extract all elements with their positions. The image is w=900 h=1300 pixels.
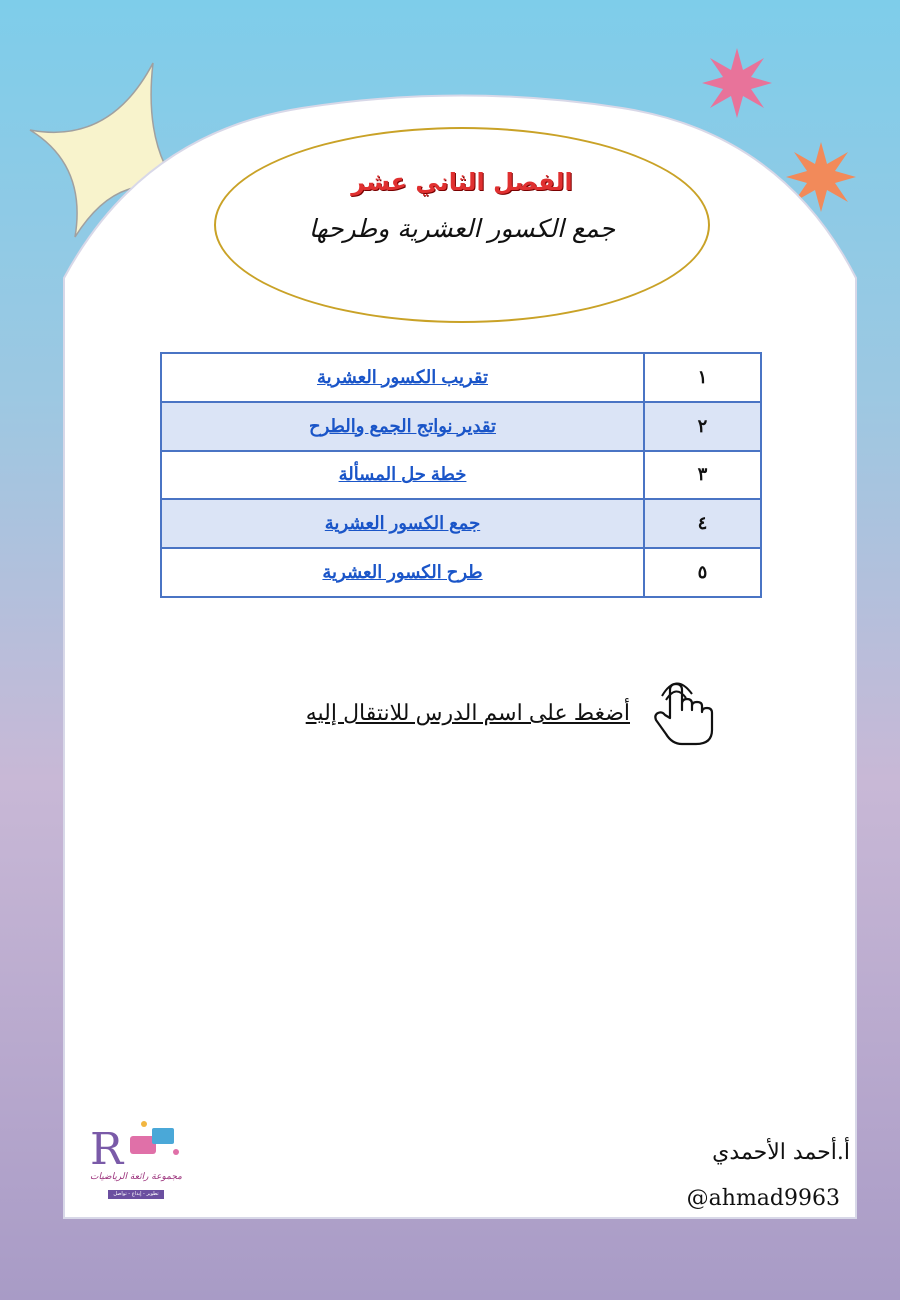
lesson-number: ٣ bbox=[644, 451, 761, 500]
instruction-text: أضغط على اسم الدرس للانتقال إليه bbox=[305, 700, 630, 725]
table-row bbox=[161, 353, 761, 402]
lesson-link[interactable]: تقدير نواتج الجمع والطرح bbox=[308, 415, 497, 436]
lesson-link[interactable]: جمع الكسور العشرية bbox=[324, 513, 481, 534]
lessons-table bbox=[160, 352, 762, 598]
lesson-link[interactable]: خطة حل المسألة bbox=[338, 464, 467, 485]
lesson-number: ٥ bbox=[644, 548, 761, 597]
lesson-number: ٤ bbox=[644, 499, 761, 548]
author-name: أ.أحمد الأحمدي bbox=[712, 1140, 850, 1165]
lesson-title: جمع الكسور العشرية وطرحها bbox=[308, 214, 616, 243]
logo-text: مجموعة رائعة الرياضيات bbox=[90, 1172, 182, 1182]
logo-tagline: تطوير - إبداع - تواصل bbox=[108, 1190, 164, 1199]
lesson-link[interactable]: طرح الكسور العشرية bbox=[322, 562, 483, 583]
table-row bbox=[161, 451, 761, 500]
lesson-link[interactable]: تقريب الكسور العشرية bbox=[316, 366, 489, 387]
lesson-number: ١ bbox=[644, 353, 761, 402]
table-row bbox=[161, 548, 761, 597]
table-row bbox=[161, 402, 761, 451]
chapter-title: الفصل الثاني عشر bbox=[351, 168, 573, 196]
author-handle: @ahmad9963 bbox=[686, 1186, 840, 1211]
lesson-number: ٢ bbox=[644, 402, 761, 451]
pointing-hand-icon bbox=[648, 676, 720, 748]
table-row bbox=[161, 499, 761, 548]
logo-letter: R bbox=[90, 1124, 124, 1175]
